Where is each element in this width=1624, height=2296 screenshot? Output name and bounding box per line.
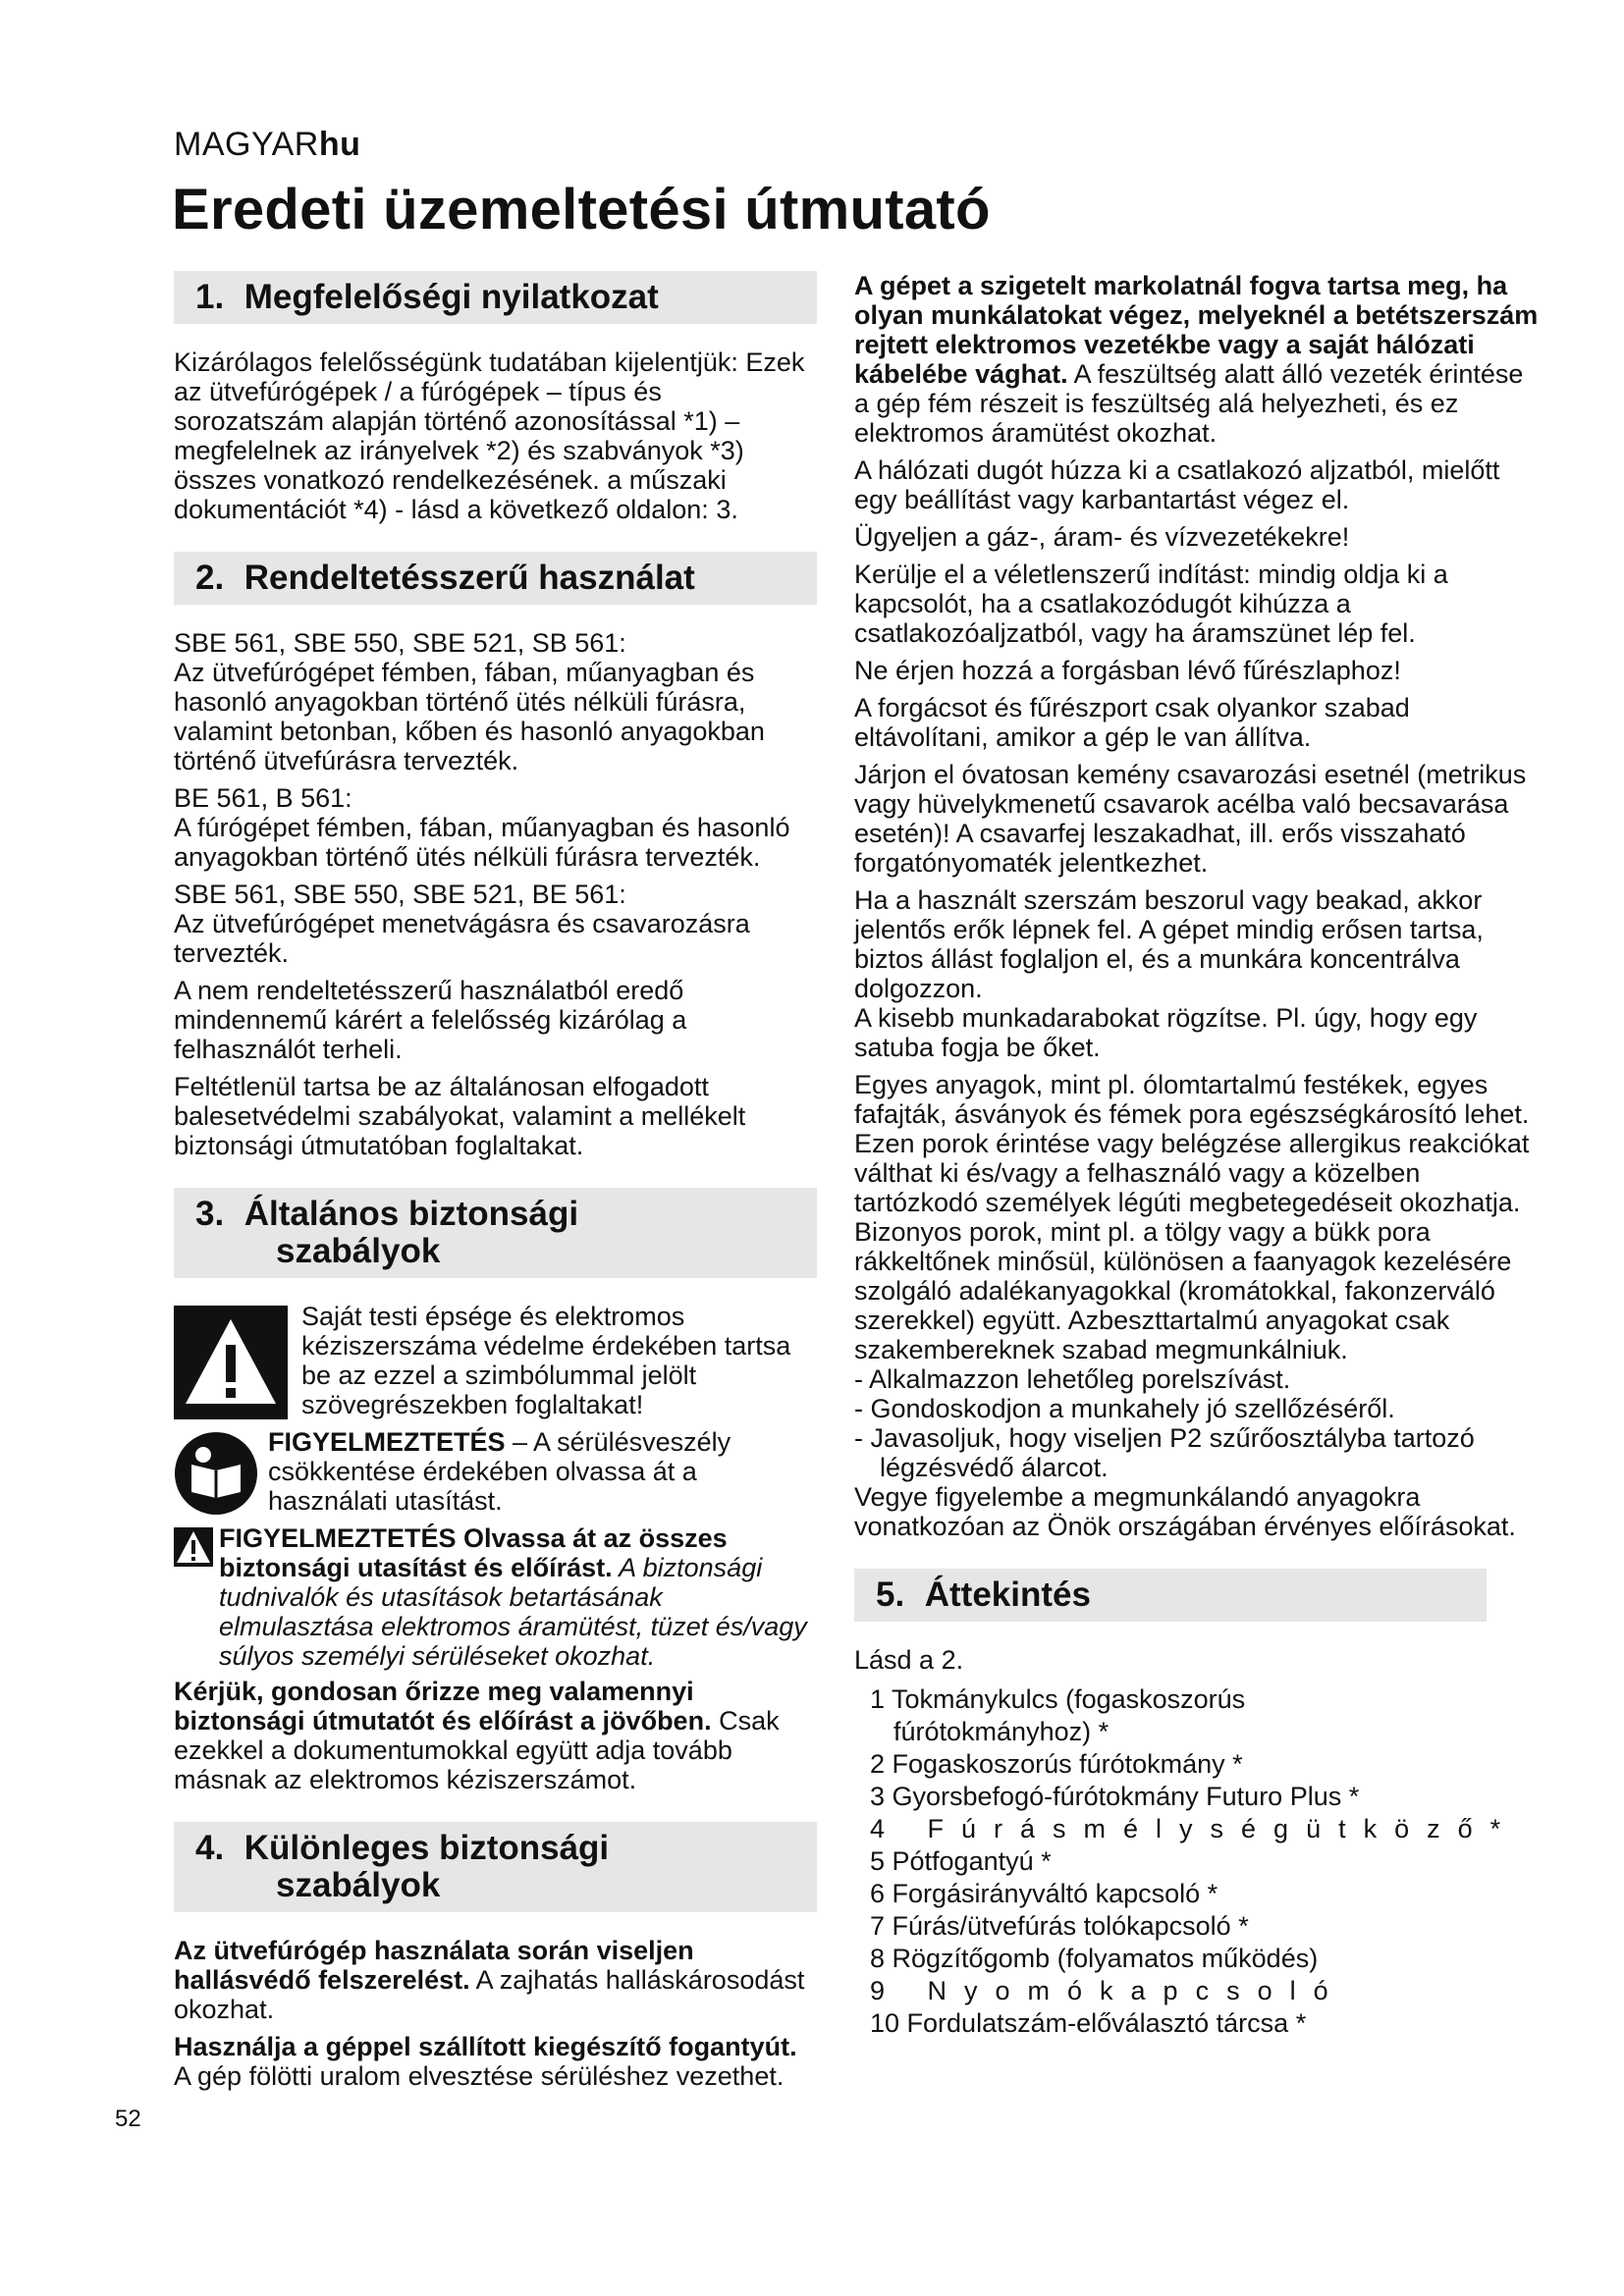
keep-instructions-para: Kérjük, gondosan őrizze meg valamennyi biztonsági útmutatót és előírást a jövőben. Csak ezekkel a dokumentumokkal együtt adja tovább másnak az elektromos kéziszerszámot. — [174, 1677, 780, 1794]
language-code: hu — [318, 126, 361, 163]
safety-para: A gépet a szigetelt markolatnál fogva tartsa meg, ha olyan munkálatokat végez, melyeknél a betétszerszám rejtett elektromos vezetékbe vagy a saját hálózati kábelébe vághat. A feszültség alatt álló vezeték érintése a gép fém részeit is feszültség alá helyezheti, és ez elektromos áramütést okozhat. — [854, 271, 1539, 448]
list-item: 10 Fordulatszám-előválasztó tárcsa * — [870, 2008, 1307, 2038]
section-heading-2: 2. Rendeltetésszerű használat — [174, 552, 817, 605]
safety-para: Egyes anyagok, mint pl. ólomtartalmú festékek, egyes fafajták, ásványok és fémek pora egészségkárosító lehet. Ezen porok érintése vagy belégzése allergikus reakciókat válthat ki és/vagy a felhasználó vagy a közelben tartózkodó személyek légúti megbetegedéseit okozhatja. — [854, 1070, 1530, 1217]
section-heading-5: 5. Áttekintés — [854, 1569, 1487, 1622]
safety-para: Vegye figyelembe a megmunkálandó anyagokra vonatkozóan az Önök országában érvényes előírásokat. — [854, 1482, 1516, 1541]
intended-use-para: SBE 561, SBE 550, SBE 521, BE 561: Az ütvefúrógépet menetvágásra és csavarozásra tervezték. — [174, 880, 750, 968]
special-safety-para: Az ütvefúrógép használata során viseljen hallásvédő felszerelést. A zajhatás halláskárosodást okozhat. — [174, 1936, 805, 2024]
list-item: fúrótokmányhoz) * — [893, 1717, 1110, 1746]
declaration-text: Kizárólagos felelősségünk tudatában kijelentjük: Ezek az ütvefúrógépek / a fúrógépek – típus és sorozatszám alapján történő azonosítással *1) – megfelelnek az irányelvek *2) és szabványok *3) összes vonatkozó rendelkezésének. a műszaki dokumentációt *4) - lásd a következő oldalon: 3. — [174, 347, 805, 524]
section-heading-4: 4. Különleges biztonsági szabályok — [174, 1822, 817, 1912]
safety-para: Járjon el óvatosan kemény csavarozási esetnél (metrikus vagy hüvelykmenetű csavarok acélba való becsavarása esetén)! A csavarfej leszakadhat, ill. erős visszaható forgatónyomaték jelentkezhet. — [854, 760, 1527, 878]
language-prefix: MAGYAR — [174, 126, 319, 163]
read-manual-icon — [174, 1431, 258, 1516]
dash-item: - Gondoskodjon a munkahely jó szellőzéséről. — [854, 1394, 1395, 1423]
list-item: 7 Fúrás/ütvefúrás tolókapcsoló * — [870, 1911, 1249, 1941]
list-item: 6 Forgásirányváltó kapcsoló * — [870, 1879, 1218, 1908]
section-heading-3: 3. Általános biztonsági szabályok — [174, 1188, 817, 1278]
safety-para: Kerülje el a véletlenszerű indítást: mindig oldja ki a kapcsolót, ha a csatlakozódugót kihúzza a csatlakozóaljzatból, vagy ha áramszünet lép fel. — [854, 560, 1448, 648]
list-item: 9 Nyomókapcsoló — [870, 1976, 1346, 2005]
warning-triangle-icon — [174, 1306, 288, 1419]
safety-para: Ne érjen hozzá a forgásban lévő fűrészlaphoz! — [854, 656, 1401, 685]
dash-item: - Javasoljuk, hogy viseljen P2 szűrőosztályba tartozó légzésvédő álarcot. — [854, 1423, 1475, 1482]
intended-use-para: A nem rendeltetésszerű használatból eredő mindennemű kárért a felelősség kizárólag a felhasználót terheli. — [174, 976, 687, 1064]
list-item: 8 Rögzítőgomb (folyamatos működés) — [870, 1944, 1319, 1973]
page-title: Eredeti üzemeltetési útmutató — [172, 178, 991, 241]
list-item: 5 Pótfogantyú * — [870, 1846, 1052, 1876]
warning-block: Saját testi épsége és elektromos kéziszerszáma védelme érdekében tartsa be az ezzel a szimbólummal jelölt szövegrészekben foglaltakat! — [174, 1302, 817, 1419]
safety-warning-block: FIGYELMEZTETÉS Olvassa át az összes biztonsági utasítást és előírást. A biztonsági tudnivalók és utasítások betartásának elmulasztása elektromos áramütést, tüzet és/vagy súlyos személyi sérüléseket okozhat. — [174, 1523, 817, 1671]
list-item: 1 Tokmánykulcs (fogaskoszorús — [870, 1684, 1246, 1714]
safety-para: A hálózati dugót húzza ki a csatlakozó aljzatból, mielőtt egy beállítást vagy karbantartást végez el. — [854, 455, 1500, 514]
manual-warning-block: FIGYELMEZTETÉS – A sérülésveszély csökkentése érdekében olvassa át a használati utasítást. — [174, 1427, 817, 1516]
safety-para: A kisebb munkadarabokat rögzítse. Pl. úgy, hogy egy satuba fogja be őket. — [854, 1003, 1478, 1062]
section-heading-1: 1. Megfelelőségi nyilatkozat — [174, 271, 817, 324]
page-number: 52 — [115, 2106, 141, 2132]
intended-use-para: SBE 561, SBE 550, SBE 521, SB 561: Az ütvefúrógépet fémben, fában, műanyagban és hasonló anyagokban történő ütés nélküli fúrásra, valamint betonban, kőben és hasonló anyagokban történő ütvefúrásra tervezték. — [174, 628, 765, 775]
list-item: 4 Fúrásmélységütköző* — [870, 1814, 1519, 1843]
safety-para: A forgácsot és fűrészport csak olyankor szabad eltávolítani, amikor a gép le van állítva. — [854, 693, 1410, 752]
intended-use-para: Feltétlenül tartsa be az általánosan elfogadott balesetvédelmi szabályokat, valamint a mellékelt biztonsági útmutatóban foglaltakat. — [174, 1072, 746, 1160]
safety-para: Bizonyos porok, mint pl. a tölgy vagy a bükk pora rákkeltőnek minősül, különösen a faanyagok kezelésére szolgáló adalékanyagokkal (kromátokkal, fakonzerváló szerekkel) együtt. Azbeszttartalmú anyagokat csak szakembereknek szabad megmunkálniuk. — [854, 1217, 1512, 1364]
parts-list — [870, 1684, 1542, 2038]
warning-triangle-icon — [174, 1527, 213, 1567]
safety-para: Ügyeljen a gáz-, áram- és vízvezetékekre! — [854, 522, 1350, 552]
right-column — [854, 271, 1542, 2041]
left-column — [174, 271, 817, 2099]
language-label — [174, 126, 360, 164]
intended-use-para: BE 561, B 561: A fúrógépet fémben, fában, műanyagban és hasonló anyagokban történő ütés nélküli fúrásra tervezték. — [174, 783, 790, 872]
safety-para: Ha a használt szerszám beszorul vagy beakad, akkor jelentős erők lépnek fel. A gépet mindig erősen tartsa, biztos állást foglaljon el, és a munkára koncentrálva dolgozzon. — [854, 885, 1484, 1003]
dash-item: - Alkalmazzon lehetőleg porelszívást. — [854, 1364, 1291, 1394]
special-safety-para: Használja a géppel szállított kiegészítő fogantyút. A gép fölötti uralom elvesztése sérüléshez vezethet. — [174, 2032, 797, 2091]
list-item: 3 Gyorsbefogó-fúrótokmány Futuro Plus * — [870, 1782, 1360, 1811]
overview-intro: Lásd a 2. — [854, 1645, 964, 1675]
list-item: 2 Fogaskoszorús fúrótokmány * — [870, 1749, 1243, 1779]
